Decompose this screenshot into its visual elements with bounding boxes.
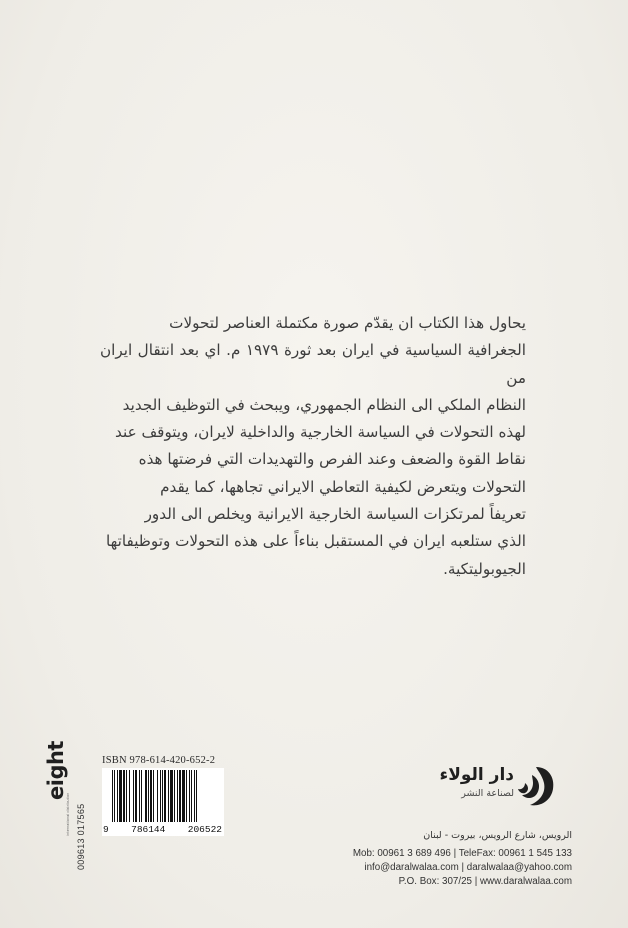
imprint-tagline: international distribution	[66, 792, 70, 836]
publisher-logo-icon	[516, 765, 556, 809]
isbn-number: ISBN 978-614-420-652-2	[102, 755, 216, 766]
blurb-line: نقاط القوة والضعف وعند الفرص والتهديدات التي فرضتها هذه	[138, 450, 526, 469]
publisher-address: الرويس، شارع الرويس، بيروت - لبنان	[423, 830, 572, 841]
publisher-tagline: لصناعة النشر	[461, 788, 514, 799]
barcode-digits	[102, 824, 224, 835]
blurb-line: الجيوبوليتكية.	[443, 559, 526, 578]
blurb-line: لهذه التحولات في السياسة الخارجية والداخلية لايران، ويتوقف عند	[115, 423, 526, 442]
publisher-web: P.O. Box: 307/25 | www.daralwalaa.com	[398, 876, 572, 887]
publisher-emails: info@daralwalaa.com | daralwalaa@yahoo.com	[364, 862, 572, 873]
imprint-logo: eight	[44, 741, 68, 800]
publisher-name: دار الولاء	[439, 765, 514, 785]
barcode-digit-group: 786144	[131, 824, 166, 835]
barcode-bars	[112, 770, 222, 822]
blurb-line: يحاول هذا الكتاب ان يقدّم صورة مكتملة العناصر لتحولات	[169, 314, 526, 332]
blurb-line: تعريفاً لمرتكزات السياسة الخارجية الايرانية ويخلص الى الدور	[144, 505, 526, 524]
book-blurb	[100, 310, 526, 583]
barcode-digit-group: 9	[103, 824, 109, 835]
barcode-bar	[196, 770, 197, 822]
blurb-line: النظام الملكي الى النظام الجمهوري، ويبحث في التوظيف الجديد	[122, 395, 526, 414]
barcode-digit-group: 206522	[187, 824, 222, 835]
publisher-phones: Mob: 00961 3 689 496 | TeleFax: 00961 1 545 133	[352, 848, 572, 859]
blurb-line: التحولات ويتعرض لكيفية التعاطي الايراني تجاهها، كما يقدم	[160, 477, 526, 496]
imprint-code: 009613 017565	[76, 803, 86, 870]
isbn-barcode	[102, 768, 224, 836]
blurb-line: الجغرافية السياسية في ايران بعد ثورة ١٩٧٩ م. اي بعد انتقال ايران من	[100, 341, 526, 387]
blurb-line: الذي ستلعبه ايران في المستقبل بناءاً على هذه التحولات وتوظيفاتها	[106, 532, 526, 551]
